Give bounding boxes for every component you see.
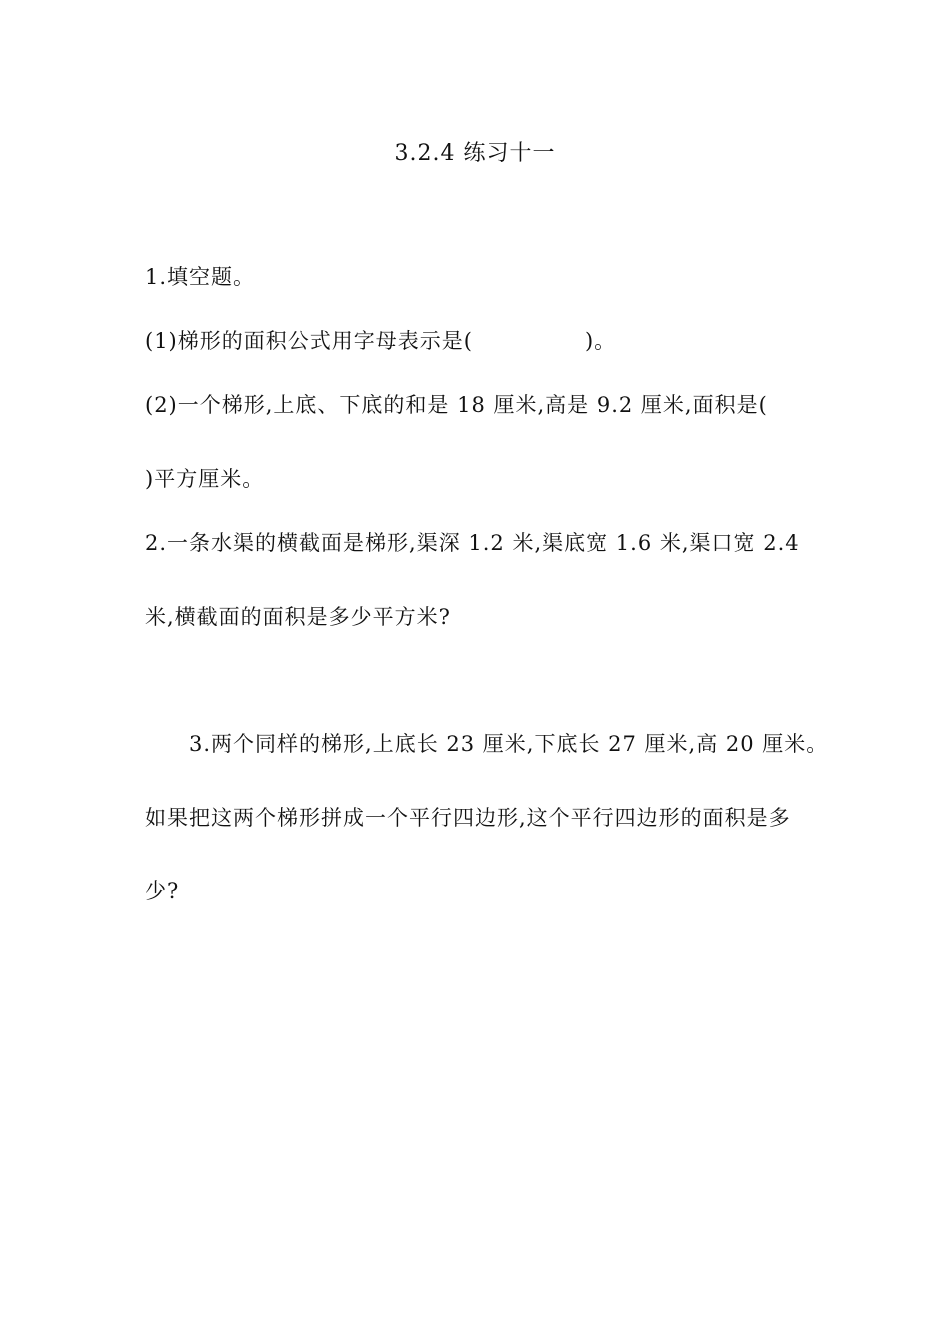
question-2-line-1: 2.一条水渠的横截面是梯形,渠深 1.2 米,渠底宽 1.6 米,渠口宽 2.4 xyxy=(145,531,800,555)
question-2-line-2: 米,横截面的面积是多少平方米? xyxy=(145,605,451,629)
question-1-part-1-end: )。 xyxy=(584,329,617,353)
question-1-part-1 xyxy=(145,327,616,355)
question-1-part-2-line-1: (2)一个梯形,上底、下底的和是 18 厘米,高是 9.2 厘米,面积是( xyxy=(145,393,768,417)
question-3-line-3: 少? xyxy=(145,879,180,903)
question-1-part-1-text: (1)梯形的面积公式用字母表示是( xyxy=(145,329,473,353)
page-title: 3.2.4 练习十一 xyxy=(394,141,556,166)
question-3-line-1: 3.两个同样的梯形,上底长 23 厘米,下底长 27 厘米,高 20 厘米。 xyxy=(189,732,829,756)
question-3-line-2: 如果把这两个梯形拼成一个平行四边形,这个平行四边形的面积是多 xyxy=(145,806,791,830)
question-1-part-2-line-2: )平方厘米。 xyxy=(145,467,265,491)
question-1-heading: 1.填空题。 xyxy=(145,265,256,289)
